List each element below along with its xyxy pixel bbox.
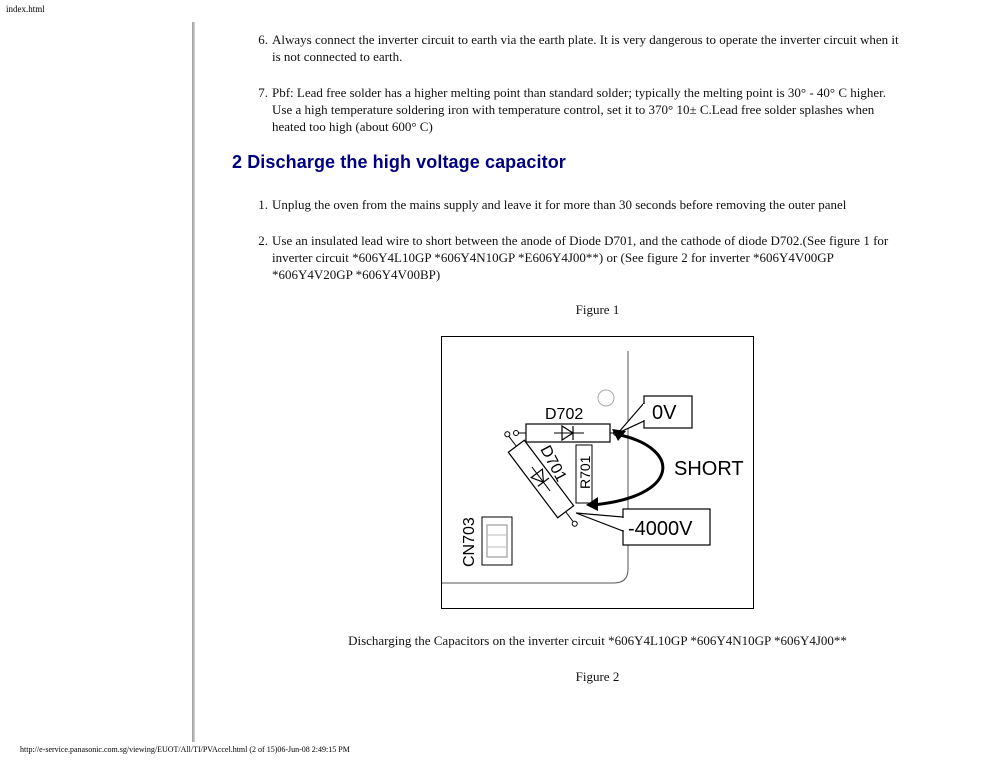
figure-1-caption: Discharging the Capacitors on the inverter circuit *606Y4L10GP *606Y4N10GP *606Y4J00** xyxy=(348,633,847,648)
step-item-2 xyxy=(258,232,889,283)
list-item-text-line: Pbf: Lead free solder has a higher melting point than standard solder; typically the melting point is 30° - 40° C higher. xyxy=(272,85,887,100)
diode-d702 xyxy=(514,424,619,442)
label-cn703: CN703 xyxy=(461,517,478,567)
list-item-text-line: inverter circuit *606Y4L10GP *606Y4N10GP *E606Y4J00**) or (See figure 2 for inverter *606Y4V00GP xyxy=(272,250,834,265)
list-item-7 xyxy=(258,84,887,135)
label-d702: D702 xyxy=(545,406,584,423)
label-r701: R701 xyxy=(577,455,593,489)
section-heading: 2 Discharge the high voltage capacitor xyxy=(232,152,566,172)
mounting-hole xyxy=(598,390,614,406)
list-number: 7. xyxy=(258,85,268,100)
figure-2-title: Figure 2 xyxy=(575,669,620,684)
list-item-text-line: is not connected to earth. xyxy=(272,49,403,64)
list-item-6 xyxy=(258,31,899,65)
list-number: 6. xyxy=(258,32,268,47)
list-item-text-line: Use an insulated lead wire to short between the anode of Diode D701, and the cathode of diode D702.(See figure 1 for xyxy=(272,233,889,248)
label-short: SHORT xyxy=(674,458,744,480)
status-url: http://e-service.panasonic.com.sg/viewing/EUOT/All/TI/PVAccel.html (2 of 15)06-Jun-08 2:49:15 PM xyxy=(20,745,350,754)
step-item-1 xyxy=(258,196,847,213)
label-0v: 0V xyxy=(652,402,677,424)
list-item-text-line: heated too high (about 600° C) xyxy=(272,119,433,134)
page-filename: index.html xyxy=(6,4,45,14)
label-d701: D701 xyxy=(536,442,570,485)
list-item-text-line: Always connect the inverter circuit to earth via the earth plate. It is very dangerous to operate the inverter circuit when it xyxy=(272,32,899,47)
list-item-text-line: Unplug the oven from the mains supply and leave it for more than 30 seconds before removing the outer panel xyxy=(272,197,847,212)
figure-1-diagram xyxy=(441,336,754,609)
short-arrow xyxy=(586,429,663,511)
list-number: 1. xyxy=(258,197,268,212)
list-item-text-line: Use a high temperature soldering iron with temperature control, set it to 370° 10± C.Lead free solder splashes when xyxy=(272,102,875,117)
list-item-text-line: *606Y4V20GP *606Y4V00BP) xyxy=(272,267,441,282)
label-minus-4000v: -4000V xyxy=(628,518,693,540)
figure-1-title: Figure 1 xyxy=(575,302,620,317)
list-number: 2. xyxy=(258,233,268,248)
